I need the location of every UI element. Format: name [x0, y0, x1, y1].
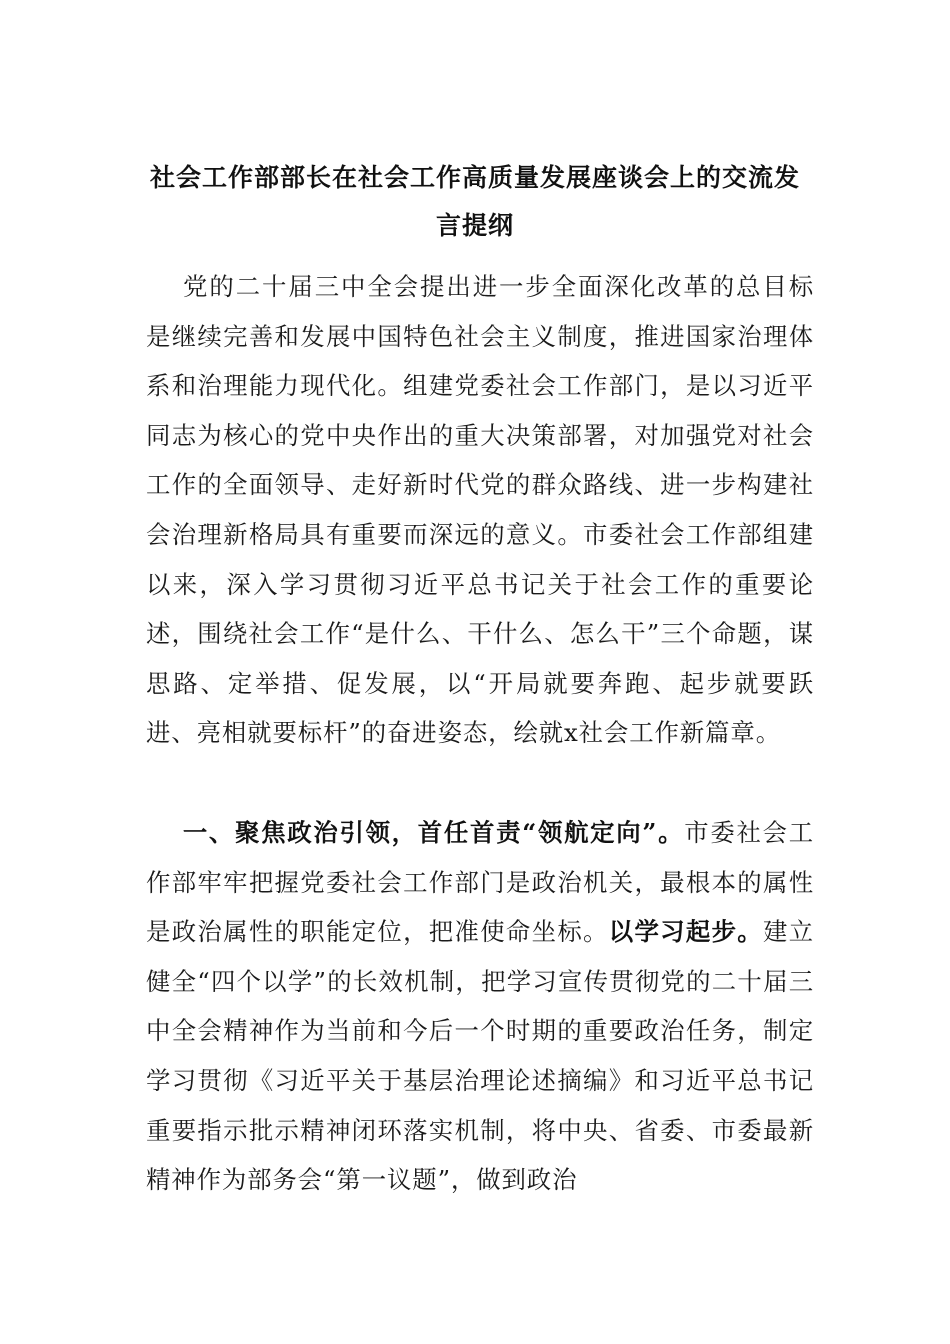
section-one-text-b: 建立健全“四个以学”的长效机制，把学习宣传贯彻党的二十届三中全会精神作为当前和今后一个时期的重要政治任务，制定学习贯彻《习近平关于基层治理论述摘编》和习近平总书记重要指示批示精神闭环落实机制，将中央、省委、市委最新精神作为部务会“第一议题”，做到政治: [146, 917, 814, 1195]
paragraph-intro: [146, 262, 814, 758]
section-one-text-a: 市委社会工作部牢牢把握党委社会工作部门是政治机关，最根本的属性是政治属性的职能定位，把准使命坐标。: [146, 818, 814, 947]
section-one-heading: 一、聚焦政治引领，首任首责“领航定向”。: [182, 818, 685, 847]
document-title-line-2: 言提纲: [435, 211, 514, 240]
document-title-line-1: 社会工作部部长在社会工作高质量发展座谈会上的交流发: [149, 163, 800, 192]
section-one-subheading: 以学习起步。: [608, 917, 763, 947]
paragraph-section-one: [146, 808, 814, 1205]
paragraph-intro-text: 党的二十届三中全会提出进一步全面深化改革的总目标是继续完善和发展中国特色社会主义制度，推进国家治理体系和治理能力现代化。组建党委社会工作部门，是以习近平同志为核心的党中央作出的重大决策部署，对加强党对社会工作的全面领导、走好新时代党的群众路线、进一步构建社会治理新格局具有重要而深远的意义。市委社会工作部组建以来，深入学习贯彻习近平总书记关于社会工作的重要论述，围绕社会工作“是什么、干什么、怎么干”三个命题，谋思路、定举措、促发展，以“开局就要奔跑、起步就要跃进、亮相就要标杆”的奋进姿态，绘就x社会工作新篇章。: [146, 272, 814, 748]
